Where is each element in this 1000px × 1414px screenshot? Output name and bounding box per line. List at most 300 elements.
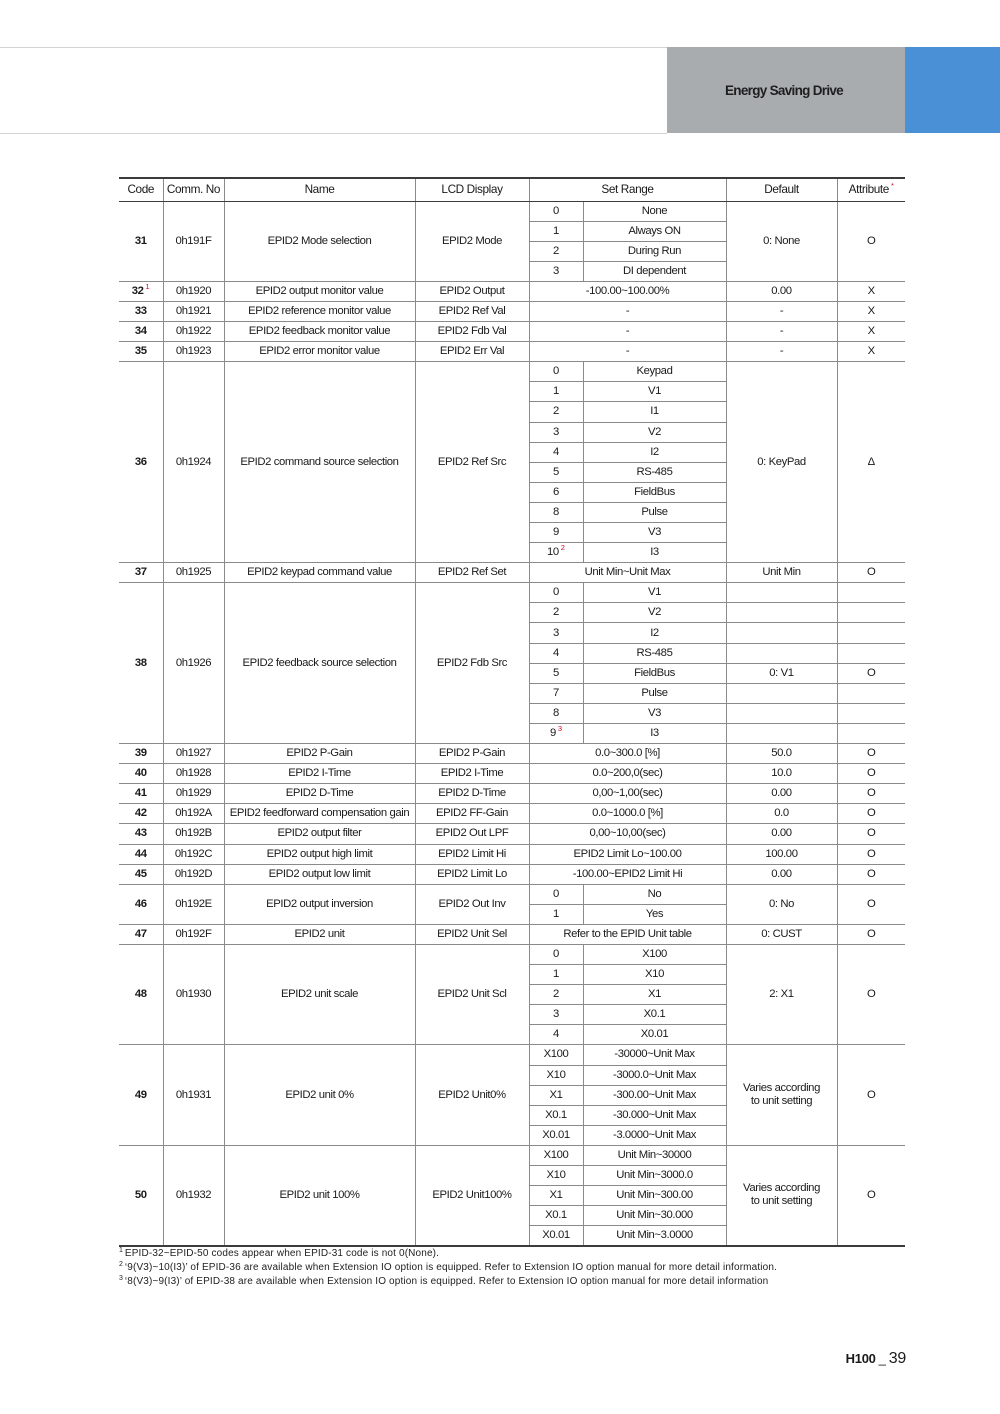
set-range-value-cell xyxy=(529,422,583,442)
attribute-cell-text: O xyxy=(867,827,876,840)
set-range-label-cell xyxy=(583,261,726,281)
attribute-cell xyxy=(837,784,905,804)
default-cell xyxy=(726,583,837,603)
attribute-cell xyxy=(837,844,905,864)
set-range-label-cell xyxy=(583,1186,726,1206)
code-cell xyxy=(119,362,163,563)
set-range-label-cell-text: I1 xyxy=(650,405,659,418)
comm-no-cell xyxy=(163,1145,224,1245)
default-cell-text: 2: X1 xyxy=(769,988,794,1001)
lcd-display-cell-text: EPID2 Fdb Src xyxy=(436,656,508,669)
default-cell xyxy=(726,603,837,623)
default-cell xyxy=(726,643,837,663)
header-top-rule xyxy=(0,47,667,48)
column-header-comm-no xyxy=(163,178,224,201)
attribute-cell xyxy=(837,944,905,1044)
set-range-cell-text: 0,00~10,00(sec) xyxy=(589,827,666,840)
attribute-cell-text: O xyxy=(867,747,876,760)
set-range-label-cell-text: Pulse xyxy=(641,686,668,699)
attribute-cell-text: X xyxy=(867,345,875,358)
lcd-display-cell-text: EPID2 Limit Hi xyxy=(438,847,506,860)
attribute-cell xyxy=(837,1045,905,1145)
comm-no-cell xyxy=(163,583,224,744)
default-cell xyxy=(726,884,837,924)
column-header-lcd-display xyxy=(415,178,529,201)
set-range-label-cell-text: FieldBus xyxy=(634,666,675,679)
comm-no-cell-text: 0h1921 xyxy=(175,305,212,318)
set-range-value-cell-text: 0 xyxy=(553,204,559,217)
set-range-value-cell-text: 10 xyxy=(547,546,559,559)
attribute-cell xyxy=(837,643,905,663)
table-row xyxy=(119,884,905,904)
set-range-value-cell xyxy=(529,623,583,643)
comm-no-cell-text: 0h1928 xyxy=(175,767,212,780)
default-cell-text: Unit Min xyxy=(762,566,801,579)
name-cell xyxy=(224,844,415,864)
code-cell xyxy=(119,884,163,924)
attribute-cell-text: O xyxy=(867,566,876,579)
table-row xyxy=(119,281,905,301)
column-header-code-text: Code xyxy=(127,182,155,197)
set-range-label-cell-text: -3000.0~Unit Max xyxy=(612,1068,697,1081)
set-range-label-cell-text: -300.00~Unit Max xyxy=(612,1088,697,1101)
comm-no-cell-text: 0h192F xyxy=(175,927,212,940)
lcd-display-cell xyxy=(415,764,529,784)
set-range-value-cell-text: X0.1 xyxy=(545,1209,567,1222)
set-range-cell-text: 0.0~300.0 [%] xyxy=(595,747,660,760)
attribute-cell xyxy=(837,583,905,603)
table-row xyxy=(119,322,905,342)
default-cell-text: 0.00 xyxy=(771,787,792,800)
set-range-value-cell-text: 4 xyxy=(553,1028,559,1041)
lcd-display-cell-text: EPID2 Unit100% xyxy=(432,1188,512,1201)
set-range-value-cell xyxy=(529,1105,583,1125)
attribute-cell xyxy=(837,623,905,643)
set-range-value-cell-text: X100 xyxy=(543,1048,569,1061)
table-row xyxy=(119,764,905,784)
table-row xyxy=(119,924,905,944)
comm-no-cell xyxy=(163,362,224,563)
attribute-cell xyxy=(837,683,905,703)
code-cell xyxy=(119,924,163,944)
column-header-default-text: Default xyxy=(764,182,799,197)
set-range-label-cell-text: X10 xyxy=(645,968,664,981)
set-range-label-cell xyxy=(583,1105,726,1125)
default-cell xyxy=(726,944,837,1044)
set-range-label-cell xyxy=(583,362,726,382)
code-cell-text: 46 xyxy=(134,897,147,910)
attribute-cell-text: O xyxy=(867,666,876,679)
set-range-value-cell xyxy=(529,965,583,985)
set-range-cell xyxy=(529,744,726,764)
lcd-display-cell xyxy=(415,322,529,342)
footnote-1 xyxy=(119,1247,777,1261)
code-cell xyxy=(119,1045,163,1145)
set-range-label-cell xyxy=(583,723,726,743)
table-row xyxy=(119,362,905,382)
set-range-value-cell xyxy=(529,482,583,502)
attribute-cell-text: O xyxy=(867,234,876,247)
lcd-display-cell xyxy=(415,1145,529,1245)
set-range-cell xyxy=(529,824,726,844)
lcd-display-cell-text: EPID2 Err Val xyxy=(439,345,505,358)
comm-no-cell-text: 0h1923 xyxy=(175,345,212,358)
default-cell xyxy=(726,924,837,944)
column-header-attribute xyxy=(837,178,905,201)
set-range-label-cell xyxy=(583,382,726,402)
name-cell xyxy=(224,744,415,764)
set-range-value-cell xyxy=(529,1005,583,1025)
name-cell xyxy=(224,924,415,944)
name-cell xyxy=(224,322,415,342)
set-range-cell-text: - xyxy=(625,345,630,358)
set-range-value-cell-text: 0 xyxy=(553,887,559,900)
default-cell-text: - xyxy=(779,305,784,318)
code-cell-text: 44 xyxy=(134,847,147,860)
table-row xyxy=(119,804,905,824)
attribute-cell-text: O xyxy=(867,847,876,860)
set-range-label-cell xyxy=(583,523,726,543)
name-cell-text: EPID2 Mode selection xyxy=(267,234,372,247)
name-cell xyxy=(224,764,415,784)
attribute-cell-text: O xyxy=(867,867,876,880)
set-range-label-cell-text: X100 xyxy=(642,948,667,961)
set-range-label-cell xyxy=(583,965,726,985)
set-range-value-cell-text: 2 xyxy=(553,244,559,257)
set-range-label-cell xyxy=(583,1085,726,1105)
set-range-label-cell-text: Unit Min~3.0000 xyxy=(616,1229,693,1242)
set-range-label-cell xyxy=(583,462,726,482)
lcd-display-cell xyxy=(415,884,529,924)
set-range-label-cell-text: -3.0000~Unit Max xyxy=(612,1128,697,1141)
set-range-label-cell xyxy=(583,1145,726,1165)
set-range-value-cell xyxy=(529,241,583,261)
name-cell xyxy=(224,281,415,301)
comm-no-cell xyxy=(163,924,224,944)
set-range-label-cell xyxy=(583,1045,726,1065)
attribute-cell xyxy=(837,663,905,683)
set-range-value-cell xyxy=(529,663,583,683)
table-row xyxy=(119,784,905,804)
code-cell-text: 38 xyxy=(134,656,147,669)
name-cell-text: EPID2 error monitor value xyxy=(259,345,380,358)
lcd-display-cell-text: EPID2 Unit Sel xyxy=(437,927,507,940)
name-cell-text: EPID2 unit xyxy=(294,927,345,940)
set-range-value-cell-text: 5 xyxy=(553,465,559,478)
set-range-value-cell-text: 5 xyxy=(553,666,559,679)
comm-no-cell xyxy=(163,201,224,281)
set-range-label-cell xyxy=(583,985,726,1005)
set-range-value-cell-text: 4 xyxy=(553,646,559,659)
lcd-display-cell-text: EPID2 Ref Src xyxy=(437,455,507,468)
default-cell-text: 50.0 xyxy=(771,747,792,760)
default-cell-text: 0: CUST xyxy=(761,927,802,940)
lcd-display-cell xyxy=(415,342,529,362)
set-range-label-cell xyxy=(583,904,726,924)
set-range-value-cell xyxy=(529,1206,583,1226)
code-cell xyxy=(119,824,163,844)
column-header-comm-no-text: Comm. No xyxy=(166,182,221,197)
set-range-cell-text: - xyxy=(625,305,630,318)
default-cell-text: 10.0 xyxy=(771,767,792,780)
set-range-label-cell-text: I2 xyxy=(650,445,659,458)
name-cell-text: EPID2 D-Time xyxy=(285,787,354,800)
set-range-label-cell xyxy=(583,482,726,502)
set-range-label-cell-text: None xyxy=(641,204,668,217)
lcd-display-cell-text: EPID2 FF-Gain xyxy=(435,807,508,820)
attribute-cell xyxy=(837,824,905,844)
column-header-set-range xyxy=(529,178,726,201)
set-range-value-cell xyxy=(529,502,583,522)
set-range-value-cell xyxy=(529,201,583,221)
set-range-label-cell-text: Unit Min~30000 xyxy=(617,1148,692,1161)
code-cell-text: 31 xyxy=(134,234,147,247)
default-cell xyxy=(726,683,837,703)
name-cell-text: EPID2 unit 0% xyxy=(285,1088,354,1101)
set-range-label-cell xyxy=(583,944,726,964)
footnote-marker: 1 xyxy=(119,1246,123,1254)
set-range-label-cell-text: V2 xyxy=(647,606,662,619)
default-cell-text: Varies according to unit setting xyxy=(743,1182,820,1208)
name-cell-text: EPID2 feedback source selection xyxy=(242,656,397,669)
name-cell-text: EPID2 reference monitor value xyxy=(248,305,391,318)
attribute-cell xyxy=(837,723,905,743)
attribute-cell-text: X xyxy=(867,284,875,297)
table-header-row xyxy=(119,178,905,201)
comm-no-cell xyxy=(163,281,224,301)
set-range-cell-text: - xyxy=(625,325,630,338)
name-cell xyxy=(224,301,415,321)
code-cell xyxy=(119,281,163,301)
lcd-display-cell xyxy=(415,563,529,583)
attribute-cell xyxy=(837,301,905,321)
footnote-ref: 2 xyxy=(560,543,565,553)
set-range-cell xyxy=(529,844,726,864)
set-range-label-cell-text: V2 xyxy=(647,425,662,438)
default-cell-text: 0: V1 xyxy=(769,666,794,679)
table-body xyxy=(119,201,905,1246)
attribute-cell-text: O xyxy=(867,1088,876,1101)
comm-no-cell xyxy=(163,342,224,362)
attribute-cell xyxy=(837,281,905,301)
default-cell-text: 0.0 xyxy=(774,807,789,820)
set-range-value-cell-text: 1 xyxy=(553,224,559,237)
code-cell-text: 45 xyxy=(134,867,147,880)
default-cell xyxy=(726,342,837,362)
name-cell-text: EPID2 feedback monitor value xyxy=(248,325,391,338)
attribute-cell-text: X xyxy=(867,305,875,318)
product-name: H100 xyxy=(845,1351,876,1366)
set-range-label-cell xyxy=(583,543,726,563)
set-range-label-cell xyxy=(583,1125,726,1145)
code-cell xyxy=(119,784,163,804)
footnote-text: ‘9(V3)~10(I3)’ of EPID-36 are available when Extension IO option is equipped. Refer to Extension IO option manual for more detail information. xyxy=(124,1262,778,1273)
set-range-cell-text: Refer to the EPID Unit table xyxy=(563,927,692,940)
default-cell-text: 0: KeyPad xyxy=(757,455,806,468)
lcd-display-cell-text: EPID2 I-Time xyxy=(440,767,504,780)
set-range-cell xyxy=(529,563,726,583)
name-cell xyxy=(224,864,415,884)
default-cell-text: 0: No xyxy=(768,897,794,910)
name-cell xyxy=(224,784,415,804)
set-range-value-cell xyxy=(529,583,583,603)
page-number: 39 xyxy=(888,1350,906,1367)
default-cell xyxy=(726,362,837,563)
code-cell-text: 49 xyxy=(134,1088,147,1101)
set-range-label-cell-text: RS-485 xyxy=(636,646,673,659)
name-cell-text: EPID2 output filter xyxy=(277,827,362,840)
comm-no-cell-text: 0h1927 xyxy=(175,747,212,760)
set-range-label-cell xyxy=(583,643,726,663)
column-header-lcd-display-text: LCD Display xyxy=(441,182,503,197)
code-cell-text: 41 xyxy=(134,787,147,800)
name-cell-text: EPID2 output monitor value xyxy=(255,284,384,297)
set-range-label-cell-text: I3 xyxy=(650,726,659,739)
column-header-name-text: Name xyxy=(304,182,335,197)
set-range-value-cell-text: 2 xyxy=(553,988,559,1001)
footnote-ref: 1 xyxy=(145,282,150,292)
set-range-label-cell-text: -30.000~Unit Max xyxy=(612,1108,697,1121)
set-range-label-cell xyxy=(583,1166,726,1186)
column-header-code xyxy=(119,178,163,201)
name-cell xyxy=(224,1145,415,1245)
set-range-value-cell xyxy=(529,1145,583,1165)
set-range-label-cell xyxy=(583,583,726,603)
set-range-label-cell-text: I3 xyxy=(650,546,659,559)
set-range-value-cell-text: 0 xyxy=(553,586,559,599)
code-cell-text: 33 xyxy=(134,305,147,318)
set-range-label-cell xyxy=(583,442,726,462)
column-header-name xyxy=(224,178,415,201)
set-range-value-cell-text: 7 xyxy=(553,686,559,699)
attribute-cell-text: O xyxy=(867,767,876,780)
set-range-cell-text: 0.0~200,0(sec) xyxy=(592,767,663,780)
set-range-value-cell-text: 8 xyxy=(553,505,559,518)
set-range-label-cell-text: Unit Min~30.000 xyxy=(616,1209,693,1222)
attribute-cell xyxy=(837,603,905,623)
table-row xyxy=(119,824,905,844)
set-range-value-cell xyxy=(529,884,583,904)
set-range-value-cell-text: X0.1 xyxy=(545,1108,567,1121)
set-range-label-cell-text: No xyxy=(647,887,662,900)
attribute-cell xyxy=(837,744,905,764)
lcd-display-cell xyxy=(415,804,529,824)
set-range-value-cell-text: 3 xyxy=(553,1008,559,1021)
set-range-value-cell xyxy=(529,543,583,563)
default-cell xyxy=(726,563,837,583)
lcd-display-cell xyxy=(415,924,529,944)
comm-no-cell xyxy=(163,301,224,321)
set-range-cell xyxy=(529,864,726,884)
set-range-label-cell xyxy=(583,1226,726,1246)
set-range-value-cell xyxy=(529,1025,583,1045)
attribute-cell-text: X xyxy=(867,325,875,338)
comm-no-cell xyxy=(163,1045,224,1145)
column-header-default xyxy=(726,178,837,201)
default-cell-text: 0.00 xyxy=(771,827,792,840)
set-range-label-cell-text: DI dependent xyxy=(622,264,687,277)
default-cell xyxy=(726,201,837,281)
name-cell-text: EPID2 unit scale xyxy=(280,988,359,1001)
attribute-cell xyxy=(837,924,905,944)
set-range-value-cell-text: 1 xyxy=(553,385,559,398)
table-row xyxy=(119,864,905,884)
set-range-value-cell-text: 4 xyxy=(553,445,559,458)
table-row xyxy=(119,1045,905,1065)
table-row xyxy=(119,563,905,583)
code-cell-text: 47 xyxy=(134,927,147,940)
default-cell xyxy=(726,663,837,683)
default-cell xyxy=(726,744,837,764)
lcd-display-cell xyxy=(415,864,529,884)
default-cell xyxy=(726,804,837,824)
name-cell-text: EPID2 output inversion xyxy=(266,897,373,910)
header-accent-block xyxy=(905,47,1000,133)
set-range-label-cell xyxy=(583,241,726,261)
attribute-cell xyxy=(837,322,905,342)
set-range-label-cell xyxy=(583,1005,726,1025)
attribute-cell xyxy=(837,342,905,362)
table-row xyxy=(119,301,905,321)
footnote-3 xyxy=(119,1275,777,1289)
lcd-display-cell-text: EPID2 Fdb Val xyxy=(437,325,507,338)
lcd-display-cell xyxy=(415,583,529,744)
set-range-value-cell xyxy=(529,1226,583,1246)
code-cell xyxy=(119,944,163,1044)
set-range-value-cell-text: X1 xyxy=(549,1189,563,1202)
code-cell xyxy=(119,583,163,744)
set-range-label-cell xyxy=(583,623,726,643)
name-cell-text: EPID2 output low limit xyxy=(268,867,371,880)
set-range-value-cell xyxy=(529,221,583,241)
footnote-marker: 2 xyxy=(119,1260,123,1268)
set-range-label-cell xyxy=(583,1025,726,1045)
set-range-value-cell xyxy=(529,1065,583,1085)
set-range-label-cell-text: V3 xyxy=(647,526,662,539)
comm-no-cell-text: 0h1924 xyxy=(175,455,212,468)
code-cell xyxy=(119,1145,163,1245)
set-range-value-cell xyxy=(529,944,583,964)
set-range-label-cell-text: RS-485 xyxy=(636,465,673,478)
page-footer xyxy=(846,1350,906,1368)
comm-no-cell-text: 0h1922 xyxy=(175,325,212,338)
set-range-value-cell-text: X1 xyxy=(549,1088,563,1101)
code-cell-text: 35 xyxy=(134,345,147,358)
set-range-cell xyxy=(529,784,726,804)
set-range-value-cell-text: 1 xyxy=(553,907,559,920)
comm-no-cell-text: 0h1920 xyxy=(175,284,212,297)
name-cell xyxy=(224,884,415,924)
default-cell xyxy=(726,864,837,884)
attribute-cell-text: O xyxy=(867,787,876,800)
set-range-cell-text: 0,00~1,00(sec) xyxy=(592,787,663,800)
default-cell xyxy=(726,1045,837,1145)
set-range-cell xyxy=(529,301,726,321)
lcd-display-cell-text: EPID2 Unit Scl xyxy=(437,988,507,1001)
name-cell-text: EPID2 keypad command value xyxy=(247,566,392,579)
attribute-cell xyxy=(837,703,905,723)
code-cell-text: 37 xyxy=(134,566,147,579)
set-range-value-cell-text: 0 xyxy=(553,365,559,378)
set-range-label-cell xyxy=(583,884,726,904)
code-cell-text: 50 xyxy=(134,1188,147,1201)
set-range-value-cell xyxy=(529,603,583,623)
table-row xyxy=(119,201,905,221)
set-range-cell xyxy=(529,764,726,784)
default-cell xyxy=(726,703,837,723)
default-cell xyxy=(726,623,837,643)
set-range-label-cell xyxy=(583,683,726,703)
